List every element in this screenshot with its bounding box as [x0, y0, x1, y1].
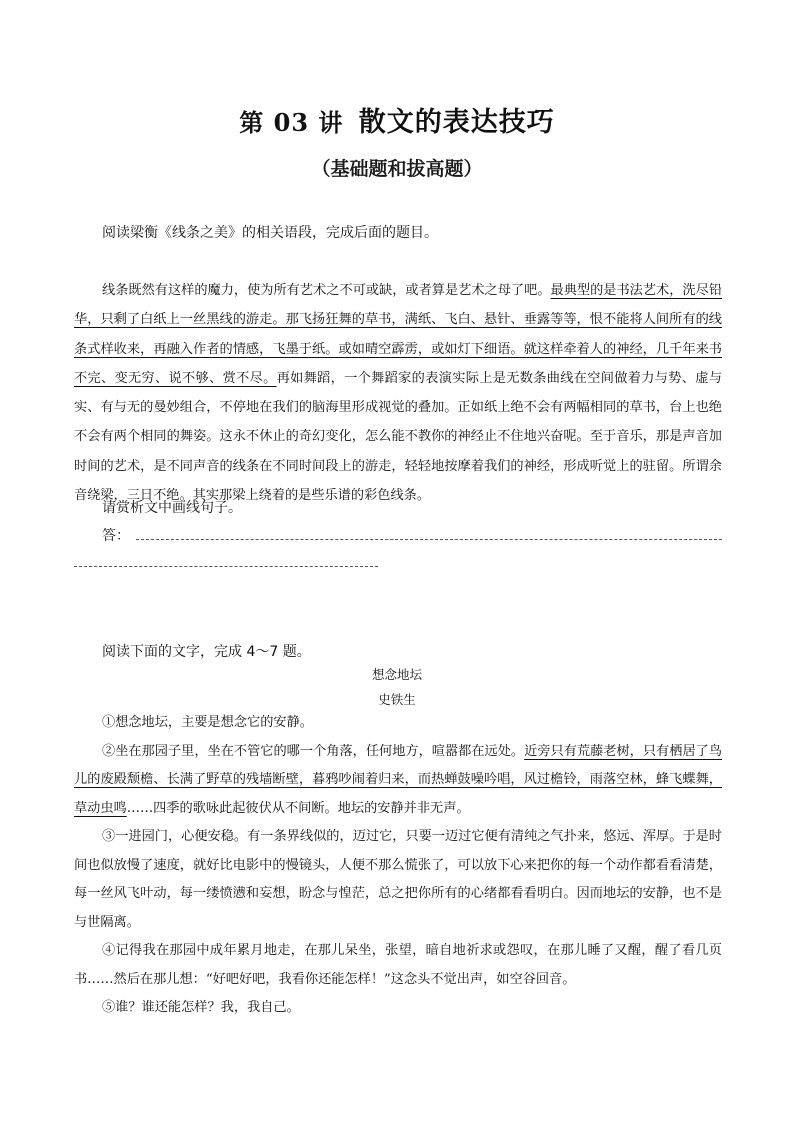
page-title	[0, 100, 794, 139]
answer-line[interactable]	[136, 539, 722, 540]
answer-label: 答：	[102, 528, 130, 544]
essay-paragraph-4: ④记得我在那园中成年累月地走，在那儿呆坐，张望，暗自地祈求或怨叹，在那儿睡了又醒，醒了看几页书……然后在那儿想：“好吧好吧，我看你还能怎样！”这念头不觉出声，如空谷回音。	[74, 943, 722, 987]
section2-instruction: 阅读下面的文字，完成 4～7 题。	[102, 644, 311, 660]
section1-instruction: 阅读梁衡《线条之美》的相关语段，完成后面的题目。	[102, 225, 438, 241]
answer-row	[102, 525, 722, 545]
passage-segment: ②坐在那园子里，坐在不管它的哪一个角落，任何地方，喧嚣都在远处。	[102, 743, 525, 759]
underlined-sentence: 最典型的是书法艺术，洗尽铅华，只剩了白纸上一丝黑线的游走。那飞扬狂舞的草书，满纸、飞白、悬针、垂露等等，恨不能将人间所有的线条式样收来，再融入作者的情感，飞墨于纸。或如晴空霹雳，或如灯下细语。就这样牵着人的神经，几千年来书不完、变无穷、说不够、赏不尽。	[74, 283, 723, 386]
essay-author: 史铁生	[378, 692, 416, 707]
answer-line[interactable]	[74, 566, 378, 567]
section1-question: 请赏析文中画线句子。	[102, 500, 242, 516]
section2-passage	[74, 709, 722, 1023]
passage-segment: 再如舞蹈，一个舞蹈家的表演实际上是无数条曲线在空间做着力与势、虚与实、有与无的曼妙组合，不停地在我们的脑海里形成视觉的叠加。正如纸上绝不会有两幅相同的草书，台上也绝不会有两个相同的舞姿。这永不休止的奇幻变化，怎么能不教你的神经止不住地兴奋呢。至于音乐，那是声音加时间的艺术，是不同声音的线条在不同时间段上的游走，轻轻地按摩着我们的神经，形成听觉上的驻留。所谓余音绕梁，三日不绝。其实那梁上绕着的是些乐谱的彩色线条。	[74, 370, 723, 504]
page-subtitle: （基础题和拔高题）	[311, 158, 483, 180]
underlined-sentence: 近旁只有荒藤老树，只有栖居了鸟儿的废殿颓檐、长满了野草的残墙断壁，暮鸦吵闹着归来，而热蝉鼓噪吟唱，风过檐铃，雨落空林，蜂飞蝶舞，草动虫鸣	[74, 743, 723, 816]
passage-segment: ……四季的歌咏此起彼伏从不间断。地坛的安静并非无声。	[126, 800, 470, 816]
essay-paragraph-5: ⑤谁？谁还能怎样？我，我自己。	[102, 1000, 300, 1015]
essay-paragraph-3: ③一进园门，心便安稳。有一条界线似的，迈过它，只要一迈过它便有清纯之气扑来，悠远、浑厚。于是时间也似放慢了速度，就好比电影中的慢镜头，人便不那么慌张了，可以放下心来把你的每一个动作都看看清楚，每一丝风飞叶动，每一缕愤懑和妄想，盼念与惶茫，总之把你所有的心绪都看看明白。因而地坛的安静，也不是与世隔离。	[74, 829, 722, 930]
passage-segment: 线条既然有这样的魔力，使为所有艺术之不可或缺，或者算是艺术之母了吧。	[102, 283, 551, 298]
passage-paragraph	[74, 276, 722, 510]
essay-paragraph-1: ①想念地坛，主要是想念它的安静。	[102, 715, 313, 730]
lesson-title: 散文的表达技巧	[358, 107, 555, 138]
section1-passage	[74, 276, 722, 510]
essay-paragraph-2	[74, 738, 722, 824]
lesson-number: 第 03 讲	[239, 108, 344, 137]
essay-title: 想念地坛	[371, 667, 422, 682]
